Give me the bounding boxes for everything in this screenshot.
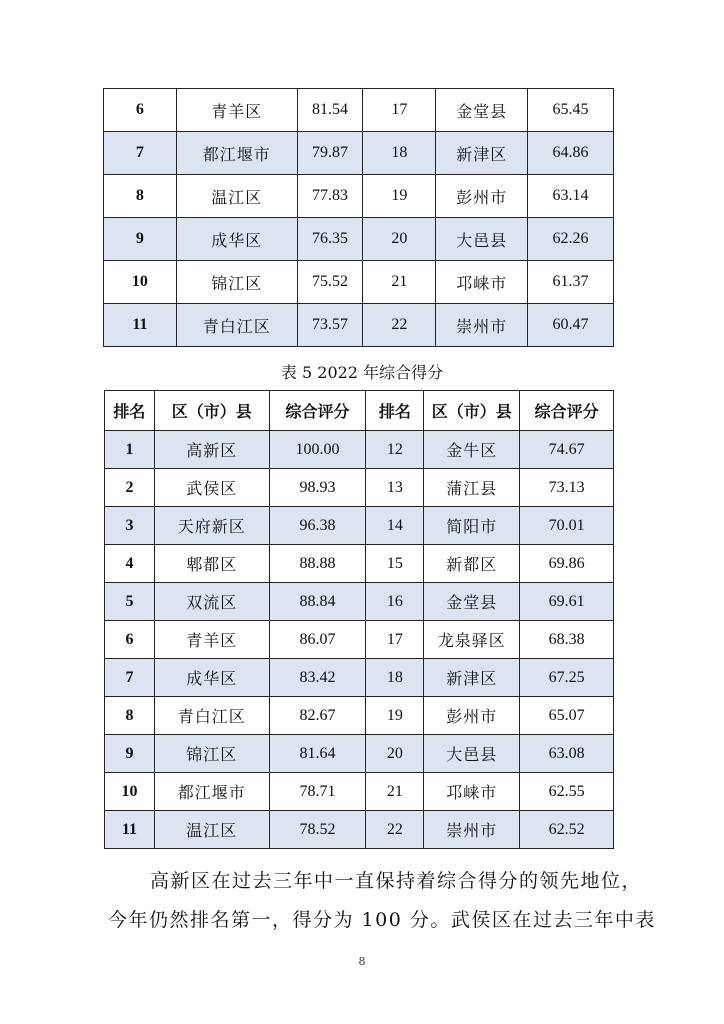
page-number: 8 — [358, 955, 366, 968]
district-cell: 新津区 — [424, 659, 520, 697]
score-cell: 81.64 — [269, 735, 366, 773]
rank-cell: 6 — [105, 621, 155, 659]
header-score: 综合评分 — [269, 391, 366, 431]
rank-cell: 8 — [104, 175, 177, 218]
district-cell: 青白江区 — [154, 697, 269, 735]
score-cell: 78.52 — [269, 811, 366, 849]
district-cell: 成华区 — [154, 659, 269, 697]
score-cell: 73.57 — [297, 304, 363, 347]
score-cell: 61.37 — [528, 261, 614, 304]
district-cell: 温江区 — [154, 811, 269, 849]
header-rank: 排名 — [366, 391, 424, 431]
rank-cell: 20 — [363, 218, 436, 261]
district-cell: 青羊区 — [154, 621, 269, 659]
score-cell: 60.47 — [528, 304, 614, 347]
score-cell: 64.86 — [528, 132, 614, 175]
table-row — [105, 659, 614, 697]
district-cell: 锦江区 — [154, 735, 269, 773]
score-cell: 69.86 — [520, 545, 614, 583]
table-row — [104, 132, 614, 175]
district-cell: 天府新区 — [154, 507, 269, 545]
rank-cell: 10 — [104, 261, 177, 304]
district-cell: 锦江区 — [176, 261, 297, 304]
rank-cell: 11 — [104, 304, 177, 347]
header-district: 区（市）县 — [154, 391, 269, 431]
district-cell: 邛崃市 — [436, 261, 528, 304]
district-cell: 都江堰市 — [154, 773, 269, 811]
body-paragraph-line: 今年仍然排名第一，得分为 100 分。武侯区在过去三年中表 — [108, 909, 656, 931]
rank-cell: 11 — [105, 811, 155, 849]
rank-cell: 15 — [366, 545, 424, 583]
score-cell: 75.52 — [297, 261, 363, 304]
district-cell: 大邑县 — [424, 735, 520, 773]
table-caption: 表 5 2022 年综合得分 — [280, 363, 444, 382]
rank-cell: 19 — [363, 175, 436, 218]
rank-cell: 10 — [105, 773, 155, 811]
district-cell: 高新区 — [154, 431, 269, 469]
district-cell: 彭州市 — [436, 175, 528, 218]
district-cell: 金牛区 — [424, 431, 520, 469]
district-cell: 蒲江县 — [424, 469, 520, 507]
score-cell: 81.54 — [297, 89, 363, 132]
rank-cell: 13 — [366, 469, 424, 507]
score-cell: 82.67 — [269, 697, 366, 735]
score-cell: 76.35 — [297, 218, 363, 261]
table-2022-scores — [104, 390, 614, 849]
table-2022-body — [105, 431, 614, 849]
district-cell: 大邑县 — [436, 218, 528, 261]
score-cell: 69.61 — [520, 583, 614, 621]
district-cell: 新都区 — [424, 545, 520, 583]
district-cell: 都江堰市 — [176, 132, 297, 175]
score-cell: 65.07 — [520, 697, 614, 735]
score-cell: 70.01 — [520, 507, 614, 545]
rank-cell: 4 — [105, 545, 155, 583]
table-row — [105, 583, 614, 621]
header-district: 区（市）县 — [424, 391, 520, 431]
table-row — [105, 507, 614, 545]
rank-cell: 18 — [366, 659, 424, 697]
table-row — [104, 304, 614, 347]
rank-cell: 8 — [105, 697, 155, 735]
rank-cell: 9 — [104, 218, 177, 261]
district-cell: 金堂县 — [424, 583, 520, 621]
rank-cell: 16 — [366, 583, 424, 621]
rank-cell: 3 — [105, 507, 155, 545]
score-cell: 63.08 — [520, 735, 614, 773]
rank-cell: 14 — [366, 507, 424, 545]
district-cell: 新津区 — [436, 132, 528, 175]
header-rank: 排名 — [105, 391, 155, 431]
table-header-row — [105, 391, 614, 431]
score-cell: 62.52 — [520, 811, 614, 849]
rank-cell: 20 — [366, 735, 424, 773]
district-cell: 青白江区 — [176, 304, 297, 347]
table-row — [104, 261, 614, 304]
score-cell: 98.93 — [269, 469, 366, 507]
table-continued — [103, 88, 614, 347]
rank-cell: 19 — [366, 697, 424, 735]
rank-cell: 22 — [366, 811, 424, 849]
table-row — [105, 545, 614, 583]
table-row — [105, 431, 614, 469]
score-cell: 67.25 — [520, 659, 614, 697]
rank-cell: 5 — [105, 583, 155, 621]
district-cell: 郫都区 — [154, 545, 269, 583]
score-cell: 100.00 — [269, 431, 366, 469]
score-cell: 88.84 — [269, 583, 366, 621]
rank-cell: 17 — [366, 621, 424, 659]
score-cell: 68.38 — [520, 621, 614, 659]
table-row — [104, 89, 614, 132]
table-row — [105, 469, 614, 507]
rank-cell: 6 — [104, 89, 177, 132]
rank-cell: 12 — [366, 431, 424, 469]
score-cell: 83.42 — [269, 659, 366, 697]
score-cell: 96.38 — [269, 507, 366, 545]
table-continued-body — [104, 89, 614, 347]
rank-cell: 22 — [363, 304, 436, 347]
rank-cell: 21 — [363, 261, 436, 304]
table-row — [105, 735, 614, 773]
header-score: 综合评分 — [520, 391, 614, 431]
score-cell: 88.88 — [269, 545, 366, 583]
district-cell: 青羊区 — [176, 89, 297, 132]
district-cell: 彭州市 — [424, 697, 520, 735]
district-cell: 邛崃市 — [424, 773, 520, 811]
rank-cell: 9 — [105, 735, 155, 773]
table-row — [104, 218, 614, 261]
rank-cell: 1 — [105, 431, 155, 469]
score-cell: 74.67 — [520, 431, 614, 469]
score-cell: 78.71 — [269, 773, 366, 811]
score-cell: 73.13 — [520, 469, 614, 507]
score-cell: 77.83 — [297, 175, 363, 218]
score-cell: 65.45 — [528, 89, 614, 132]
district-cell: 简阳市 — [424, 507, 520, 545]
district-cell: 崇州市 — [436, 304, 528, 347]
rank-cell: 21 — [366, 773, 424, 811]
table-row — [105, 621, 614, 659]
district-cell: 温江区 — [176, 175, 297, 218]
district-cell: 龙泉驿区 — [424, 621, 520, 659]
table-row — [105, 773, 614, 811]
district-cell: 金堂县 — [436, 89, 528, 132]
score-cell: 62.55 — [520, 773, 614, 811]
score-cell: 86.07 — [269, 621, 366, 659]
table-row — [105, 697, 614, 735]
rank-cell: 2 — [105, 469, 155, 507]
score-cell: 63.14 — [528, 175, 614, 218]
body-paragraph-line: 高新区在过去三年中一直保持着综合得分的领先地位， — [150, 870, 643, 892]
score-cell: 62.26 — [528, 218, 614, 261]
district-cell: 成华区 — [176, 218, 297, 261]
rank-cell: 18 — [363, 132, 436, 175]
table-row — [105, 811, 614, 849]
rank-cell: 7 — [105, 659, 155, 697]
district-cell: 武侯区 — [154, 469, 269, 507]
district-cell: 崇州市 — [424, 811, 520, 849]
table-row — [104, 175, 614, 218]
district-cell: 双流区 — [154, 583, 269, 621]
score-cell: 79.87 — [297, 132, 363, 175]
rank-cell: 17 — [363, 89, 436, 132]
rank-cell: 7 — [104, 132, 177, 175]
